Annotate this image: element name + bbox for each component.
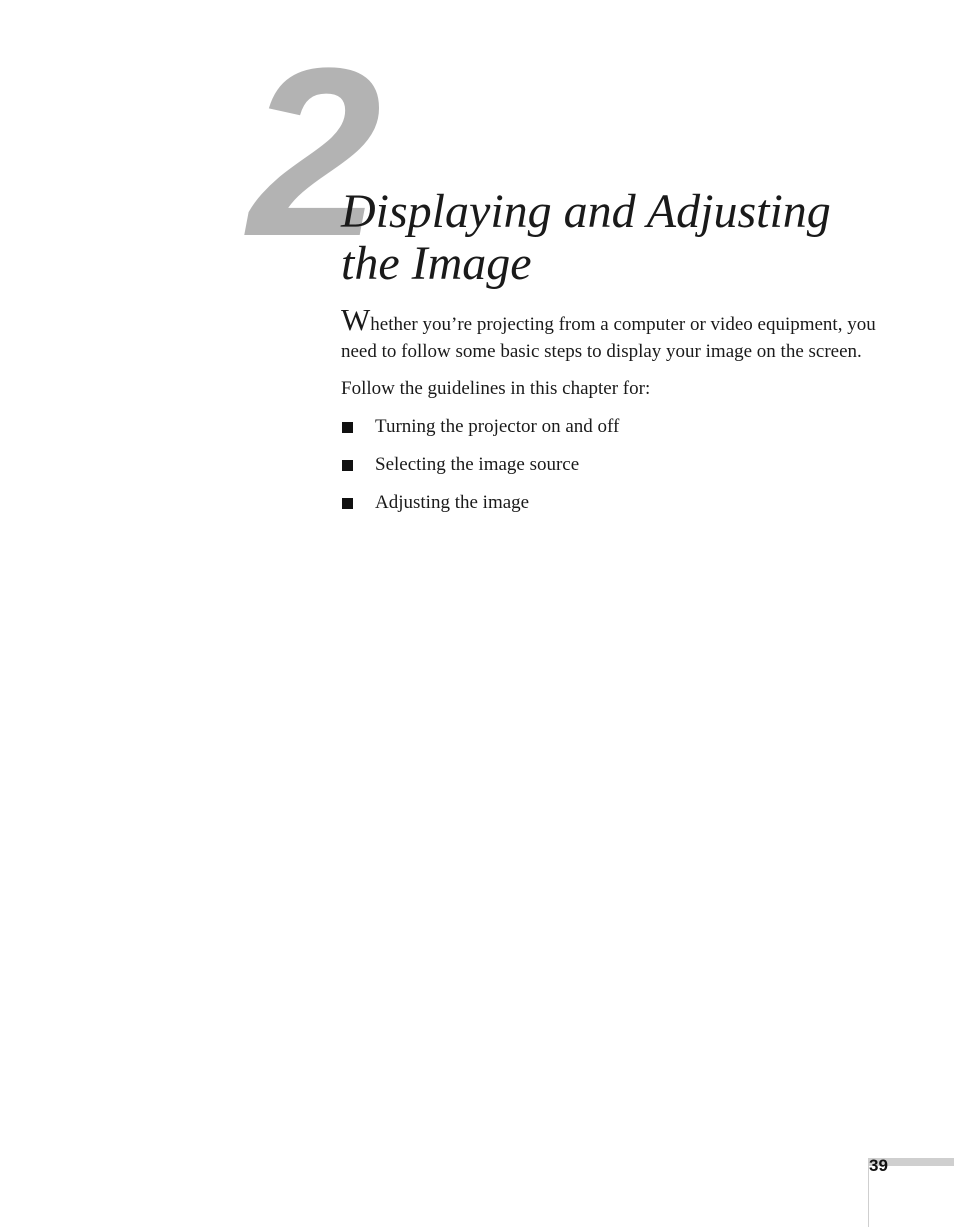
square-bullet-icon xyxy=(342,498,353,509)
chapter-number: 2 xyxy=(248,18,378,286)
list-item-text: Adjusting the image xyxy=(375,492,530,513)
intro-text: hether you’re projecting from a computer or video equipment, you need to follow some basic steps to display your image on the screen. xyxy=(341,314,876,362)
intro-paragraph xyxy=(341,302,886,365)
list-item xyxy=(341,489,886,516)
guidelines-intro: Follow the guidelines in this chapter for: xyxy=(341,378,651,399)
list-item-text: Turning the projector on and off xyxy=(375,416,620,437)
list-item xyxy=(341,413,886,440)
list-item xyxy=(341,451,886,478)
chapter-body xyxy=(341,302,886,527)
intro-dropcap: W xyxy=(341,302,371,337)
list-item-text: Selecting the image source xyxy=(375,454,580,475)
square-bullet-icon xyxy=(342,422,353,433)
page-number: 39 xyxy=(869,1156,888,1175)
chapter-title: Displaying and Adjusting the Image xyxy=(341,185,831,290)
guidelines-list xyxy=(341,413,886,516)
square-bullet-icon xyxy=(342,460,353,471)
